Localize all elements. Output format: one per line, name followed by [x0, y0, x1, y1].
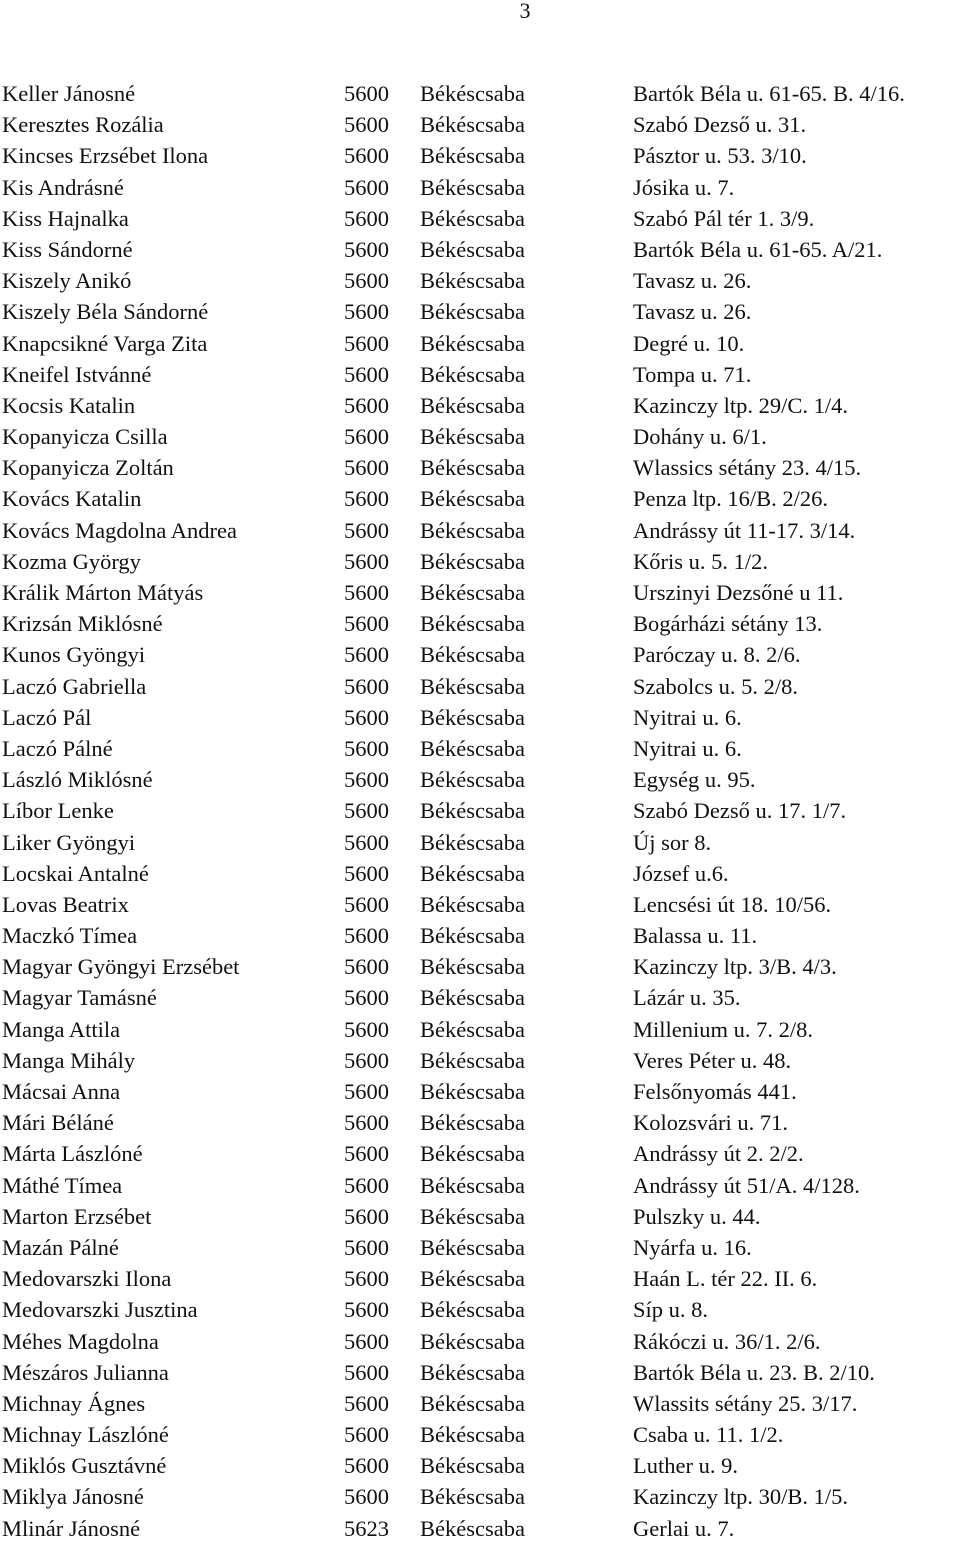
street-address: Szabó Dezső u. 17. 1/7. [633, 798, 847, 824]
city-name: Békéscsaba [420, 455, 525, 481]
person-name: Magyar Gyöngyi Erzsébet [2, 954, 240, 980]
person-name: Locskai Antalné [2, 860, 149, 886]
street-address: Nyitrai u. 6. [633, 704, 742, 730]
list-item [0, 1481, 960, 1512]
postal-code: 5623 [344, 1515, 389, 1541]
person-name: Kozma György [2, 548, 141, 574]
city-name: Békéscsaba [420, 767, 525, 793]
street-address: Nyitrai u. 6. [633, 735, 742, 761]
city-name: Békéscsaba [420, 174, 525, 200]
street-address: Degré u. 10. [633, 330, 745, 356]
postal-code: 5600 [344, 1422, 389, 1448]
street-address: Tavasz u. 26. [633, 268, 752, 294]
city-name: Békéscsaba [420, 642, 525, 668]
city-name: Békéscsaba [420, 829, 525, 855]
list-item [0, 1201, 960, 1232]
person-name: Maczkó Tímea [2, 923, 138, 949]
person-name: Laczó Gabriella [2, 673, 147, 699]
list-item [0, 515, 960, 546]
postal-code: 5600 [344, 517, 389, 543]
list-item [0, 328, 960, 359]
list-item [0, 546, 960, 577]
postal-code: 5600 [344, 1328, 389, 1354]
list-item [0, 421, 960, 452]
street-address: Millenium u. 7. 2/8. [633, 1016, 813, 1042]
postal-code: 5600 [344, 891, 389, 917]
postal-code: 5600 [344, 1141, 389, 1167]
person-name: Keller Jánosné [2, 81, 136, 106]
list-item [0, 702, 960, 733]
street-address: Lencsési út 18. 10/56. [633, 891, 832, 917]
list-item [0, 1419, 960, 1450]
postal-code: 5600 [344, 299, 389, 325]
city-name: Békéscsaba [420, 798, 525, 824]
city-name: Békéscsaba [420, 1328, 525, 1354]
postal-code: 5600 [344, 985, 389, 1011]
street-address: Balassa u. 11. [633, 923, 758, 949]
street-address: Tompa u. 71. [633, 361, 752, 387]
street-address: Gerlai u. 7. [633, 1515, 735, 1541]
postal-code: 5600 [344, 1016, 389, 1042]
street-address: Pulszky u. 44. [633, 1203, 761, 1229]
postal-code: 5600 [344, 704, 389, 730]
person-name: Knapcsikné Varga Zita [2, 330, 208, 356]
postal-code: 5600 [344, 1484, 389, 1510]
postal-code: 5600 [344, 673, 389, 699]
person-name: Laczó Pálné [2, 735, 113, 761]
list-item [0, 78, 960, 109]
list-item [0, 140, 960, 171]
person-name: Králik Márton Mátyás [2, 580, 204, 605]
street-address: Bartók Béla u. 23. B. 2/10. [633, 1359, 875, 1385]
street-address: Kőris u. 5. 1/2. [633, 548, 768, 574]
list-item [0, 1263, 960, 1294]
street-address: Veres Péter u. 48. [633, 1047, 792, 1073]
street-address: Szabó Pál tér 1. 3/9. [633, 205, 815, 231]
street-address: Kazinczy ltp. 3/B. 4/3. [633, 954, 837, 980]
list-item [0, 889, 960, 920]
city-name: Békéscsaba [420, 891, 525, 917]
person-name: Manga Attila [2, 1016, 121, 1042]
list-item [0, 639, 960, 670]
person-name: Kis Andrásné [2, 174, 124, 200]
street-address: Egység u. 95. [633, 767, 756, 793]
person-name: Kocsis Katalin [2, 392, 136, 418]
person-name: Kiss Sándorné [2, 236, 133, 262]
city-name: Békéscsaba [420, 1234, 525, 1260]
postal-code: 5600 [344, 1359, 389, 1385]
postal-code: 5600 [344, 1203, 389, 1229]
list-item [0, 390, 960, 421]
postal-code: 5600 [344, 486, 389, 512]
postal-code: 5600 [344, 143, 389, 169]
postal-code: 5600 [344, 580, 389, 605]
list-item [0, 1388, 960, 1419]
list-item [0, 296, 960, 327]
postal-code: 5600 [344, 330, 389, 356]
list-item [0, 452, 960, 483]
city-name: Békéscsaba [420, 1422, 525, 1448]
street-address: Dohány u. 6/1. [633, 424, 767, 450]
list-item [0, 671, 960, 702]
city-name: Békéscsaba [420, 580, 525, 605]
city-name: Békéscsaba [420, 704, 525, 730]
city-name: Békéscsaba [420, 361, 525, 387]
postal-code: 5600 [344, 829, 389, 855]
street-address: Felsőnyomás 441. [633, 1079, 797, 1104]
street-address: Kazinczy ltp. 30/B. 1/5. [633, 1484, 848, 1510]
street-address: Nyárfa u. 16. [633, 1234, 752, 1260]
city-name: Békéscsaba [420, 985, 525, 1011]
person-name: Lovas Beatrix [2, 891, 129, 917]
postal-code: 5600 [344, 112, 389, 138]
person-name: Kopanyicza Zoltán [2, 455, 174, 481]
list-item [0, 951, 960, 982]
street-address: Urszinyi Dezsőné u 11. [633, 580, 844, 605]
street-address: Jósika u. 7. [633, 174, 735, 200]
list-item [0, 608, 960, 639]
person-name: Kneifel Istvánné [2, 361, 152, 387]
person-name: Mlinár Jánosné [2, 1515, 141, 1541]
street-address: Wlassits sétány 25. 3/17. [633, 1390, 858, 1416]
list-item [0, 109, 960, 140]
list-item [0, 827, 960, 858]
list-item [0, 1294, 960, 1325]
person-name: Máthé Tímea [2, 1172, 123, 1198]
person-name: Mácsai Anna [2, 1079, 121, 1104]
city-name: Békéscsaba [420, 611, 525, 637]
list-item [0, 795, 960, 826]
list-item [0, 858, 960, 889]
city-name: Békéscsaba [420, 330, 525, 356]
street-address: Paróczay u. 8. 2/6. [633, 642, 801, 668]
postal-code: 5600 [344, 611, 389, 637]
person-name: Medovarszki Jusztina [2, 1297, 198, 1323]
city-name: Békéscsaba [420, 236, 525, 262]
street-address: Bartók Béla u. 61-65. A/21. [633, 236, 883, 262]
postal-code: 5600 [344, 1047, 389, 1073]
city-name: Békéscsaba [420, 299, 525, 325]
street-address: Andrássy út 2. 2/2. [633, 1141, 804, 1167]
postal-code: 5600 [344, 205, 389, 231]
city-name: Békéscsaba [420, 1203, 525, 1229]
list-item [0, 1326, 960, 1357]
person-name: Michnay Ágnes [2, 1390, 146, 1416]
postal-code: 5600 [344, 236, 389, 262]
city-name: Békéscsaba [420, 1110, 525, 1136]
person-name: Laczó Pál [2, 704, 92, 730]
person-name: Manga Mihály [2, 1047, 136, 1073]
person-name: Líbor Lenke [2, 798, 114, 824]
list-item [0, 172, 960, 203]
city-name: Békéscsaba [420, 1515, 525, 1541]
person-name: Mári Béláné [2, 1110, 114, 1136]
street-address: Andrássy út 11-17. 3/14. [633, 517, 856, 543]
city-name: Békéscsaba [420, 1141, 525, 1167]
city-name: Békéscsaba [420, 112, 525, 138]
city-name: Békéscsaba [420, 1359, 525, 1385]
list-item [0, 483, 960, 514]
address-list [0, 78, 960, 1544]
city-name: Békéscsaba [420, 1266, 525, 1292]
list-item [0, 764, 960, 795]
list-item [0, 1450, 960, 1481]
city-name: Békéscsaba [420, 517, 525, 543]
list-item [0, 920, 960, 951]
city-name: Békéscsaba [420, 1390, 525, 1416]
street-address: Penza ltp. 16/B. 2/26. [633, 486, 828, 512]
list-item [0, 982, 960, 1013]
person-name: Mazán Pálné [2, 1234, 119, 1260]
city-name: Békéscsaba [420, 486, 525, 512]
street-address: Bartók Béla u. 61-65. B. 4/16. [633, 81, 905, 106]
person-name: Medovarszki Ilona [2, 1266, 172, 1292]
city-name: Békéscsaba [420, 548, 525, 574]
person-name: Krizsán Miklósné [2, 611, 163, 637]
city-name: Békéscsaba [420, 1079, 525, 1104]
city-name: Békéscsaba [420, 1297, 525, 1323]
street-address: Bogárházi sétány 13. [633, 611, 823, 637]
city-name: Békéscsaba [420, 735, 525, 761]
postal-code: 5600 [344, 174, 389, 200]
street-address: Kazinczy ltp. 29/C. 1/4. [633, 392, 848, 418]
city-name: Békéscsaba [420, 860, 525, 886]
street-address: Pásztor u. 53. 3/10. [633, 143, 807, 169]
postal-code: 5600 [344, 767, 389, 793]
city-name: Békéscsaba [420, 1016, 525, 1042]
person-name: Méhes Magdolna [2, 1328, 159, 1354]
city-name: Békéscsaba [420, 81, 525, 106]
person-name: Kovács Katalin [2, 486, 142, 512]
street-address: József u.6. [633, 860, 729, 886]
street-address: Tavasz u. 26. [633, 299, 752, 325]
list-item [0, 234, 960, 265]
list-item [0, 359, 960, 390]
list-item [0, 1170, 960, 1201]
city-name: Békéscsaba [420, 923, 525, 949]
city-name: Békéscsaba [420, 954, 525, 980]
street-address: Lázár u. 35. [633, 985, 741, 1011]
person-name: Kovács Magdolna Andrea [2, 517, 237, 543]
person-name: László Miklósné [2, 767, 153, 793]
street-address: Szabó Dezső u. 31. [633, 112, 807, 138]
street-address: Wlassics sétány 23. 4/15. [633, 455, 862, 481]
city-name: Békéscsaba [420, 673, 525, 699]
person-name: Keresztes Rozália [2, 112, 164, 138]
postal-code: 5600 [344, 954, 389, 980]
person-name: Kiszely Béla Sándorné [2, 299, 209, 325]
person-name: Mészáros Julianna [2, 1359, 169, 1385]
street-address: Luther u. 9. [633, 1453, 738, 1479]
list-item [0, 1107, 960, 1138]
street-address: Síp u. 8. [633, 1297, 709, 1323]
list-item [0, 1232, 960, 1263]
city-name: Békéscsaba [420, 392, 525, 418]
postal-code: 5600 [344, 798, 389, 824]
list-item [0, 203, 960, 234]
city-name: Békéscsaba [420, 1484, 525, 1510]
list-item [0, 1357, 960, 1388]
postal-code: 5600 [344, 1266, 389, 1292]
person-name: Kunos Gyöngyi [2, 642, 146, 668]
street-address: Kolozsvári u. 71. [633, 1110, 788, 1136]
postal-code: 5600 [344, 455, 389, 481]
postal-code: 5600 [344, 392, 389, 418]
street-address: Haán L. tér 22. II. 6. [633, 1266, 818, 1292]
city-name: Békéscsaba [420, 1172, 525, 1198]
list-item [0, 1138, 960, 1169]
list-item [0, 1014, 960, 1045]
postal-code: 5600 [344, 268, 389, 294]
postal-code: 5600 [344, 548, 389, 574]
street-address: Andrássy út 51/A. 4/128. [633, 1172, 860, 1198]
list-item [0, 1076, 960, 1107]
postal-code: 5600 [344, 642, 389, 668]
person-name: Marton Erzsébet [2, 1203, 152, 1229]
street-address: Csaba u. 11. 1/2. [633, 1422, 784, 1448]
person-name: Michnay Lászlóné [2, 1422, 169, 1448]
person-name: Kincses Erzsébet Ilona [2, 143, 209, 169]
postal-code: 5600 [344, 1079, 389, 1104]
city-name: Békéscsaba [420, 205, 525, 231]
city-name: Békéscsaba [420, 268, 525, 294]
postal-code: 5600 [344, 860, 389, 886]
city-name: Békéscsaba [420, 143, 525, 169]
list-item [0, 577, 960, 608]
postal-code: 5600 [344, 1172, 389, 1198]
street-address: Rákóczi u. 36/1. 2/6. [633, 1328, 821, 1354]
list-item [0, 733, 960, 764]
person-name: Kiszely Anikó [2, 268, 132, 294]
postal-code: 5600 [344, 1110, 389, 1136]
list-item [0, 1045, 960, 1076]
page-number: 3 [519, 0, 531, 23]
person-name: Liker Gyöngyi [2, 829, 136, 855]
postal-code: 5600 [344, 424, 389, 450]
city-name: Békéscsaba [420, 1047, 525, 1073]
postal-code: 5600 [344, 1453, 389, 1479]
postal-code: 5600 [344, 1390, 389, 1416]
person-name: Márta Lászlóné [2, 1141, 143, 1167]
person-name: Magyar Tamásné [2, 985, 157, 1011]
postal-code: 5600 [344, 81, 389, 106]
person-name: Kiss Hajnalka [2, 205, 129, 231]
street-address: Új sor 8. [633, 829, 712, 855]
postal-code: 5600 [344, 361, 389, 387]
city-name: Békéscsaba [420, 424, 525, 450]
person-name: Kopanyicza Csilla [2, 424, 168, 450]
city-name: Békéscsaba [420, 1453, 525, 1479]
street-address: Szabolcs u. 5. 2/8. [633, 673, 798, 699]
person-name: Miklós Gusztávné [2, 1453, 167, 1479]
postal-code: 5600 [344, 1297, 389, 1323]
postal-code: 5600 [344, 1234, 389, 1260]
postal-code: 5600 [344, 923, 389, 949]
list-item [0, 1513, 960, 1544]
person-name: Miklya Jánosné [2, 1484, 144, 1510]
list-item [0, 265, 960, 296]
postal-code: 5600 [344, 735, 389, 761]
